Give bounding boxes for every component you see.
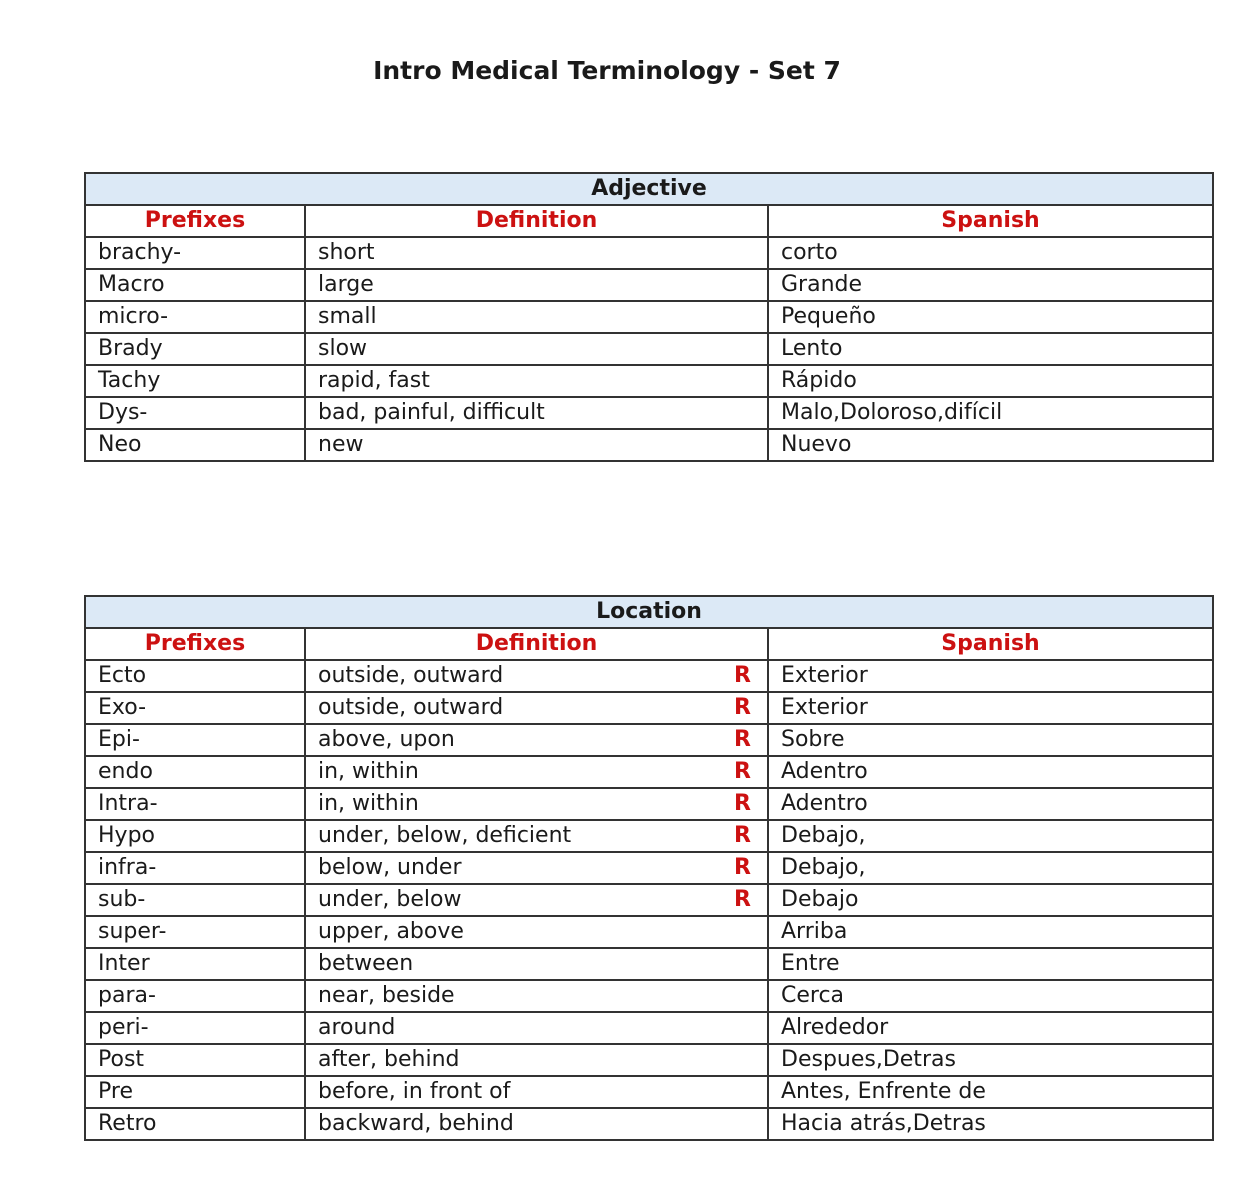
spanish-cell: Exterior xyxy=(768,692,1213,724)
spanish-cell: Pequeño xyxy=(768,301,1213,333)
table-row xyxy=(85,429,1213,461)
spanish-cell: Nuevo xyxy=(768,429,1213,461)
definition-text: in, within xyxy=(318,791,419,816)
definition-text: slow xyxy=(318,336,368,361)
table-body xyxy=(85,237,1213,461)
table-caption: Adjective xyxy=(85,173,1213,205)
prefix-cell: Retro xyxy=(85,1108,305,1140)
root-marker: R xyxy=(734,727,751,752)
table-row xyxy=(85,1108,1213,1140)
table-caption-row xyxy=(85,596,1213,628)
root-marker: R xyxy=(734,823,751,848)
table-row xyxy=(85,724,1213,756)
definition-text: outside, outward xyxy=(318,695,504,720)
column-header-definition: Definition xyxy=(305,628,768,660)
definition-cell xyxy=(305,1012,768,1044)
prefix-cell: para- xyxy=(85,980,305,1012)
definition-cell xyxy=(305,1076,768,1108)
table-row xyxy=(85,980,1213,1012)
definition-text: in, within xyxy=(318,759,419,784)
table-row xyxy=(85,1012,1213,1044)
prefix-cell: Brady xyxy=(85,333,305,365)
prefix-cell: brachy- xyxy=(85,237,305,269)
spanish-cell: Entre xyxy=(768,948,1213,980)
definition-text: upper, above xyxy=(318,919,464,944)
definition-text: outside, outward xyxy=(318,663,504,688)
table-row xyxy=(85,397,1213,429)
definition-text: small xyxy=(318,304,377,329)
definition-cell xyxy=(305,660,768,692)
table-header-row xyxy=(85,205,1213,237)
definition-text: bad, painful, difficult xyxy=(318,400,545,425)
prefix-cell: Tachy xyxy=(85,365,305,397)
definition-cell xyxy=(305,788,768,820)
prefix-cell: Epi- xyxy=(85,724,305,756)
definition-cell xyxy=(305,1044,768,1076)
spanish-cell: Exterior xyxy=(768,660,1213,692)
definition-text: backward, behind xyxy=(318,1111,514,1136)
column-header-definition: Definition xyxy=(305,205,768,237)
table-caption-row xyxy=(85,173,1213,205)
root-marker: R xyxy=(734,695,751,720)
spanish-cell: Sobre xyxy=(768,724,1213,756)
root-marker: R xyxy=(734,759,751,784)
column-header-spanish: Spanish xyxy=(768,205,1213,237)
definition-cell xyxy=(305,852,768,884)
definition-cell xyxy=(305,756,768,788)
definition-cell xyxy=(305,429,768,461)
column-header-prefixes: Prefixes xyxy=(85,205,305,237)
definition-text: after, behind xyxy=(318,1047,460,1072)
definition-text: before, in front of xyxy=(318,1079,511,1104)
prefix-cell: peri- xyxy=(85,1012,305,1044)
definition-text: under, below, deficient xyxy=(318,823,572,848)
location-table xyxy=(84,595,1214,1141)
prefix-cell: Exo- xyxy=(85,692,305,724)
definition-text: short xyxy=(318,240,375,265)
definition-text: new xyxy=(318,432,364,457)
spanish-cell: Rápido xyxy=(768,365,1213,397)
table-row xyxy=(85,692,1213,724)
table-row xyxy=(85,788,1213,820)
spanish-cell: Despues,Detras xyxy=(768,1044,1213,1076)
spanish-cell: Debajo xyxy=(768,884,1213,916)
definition-text: under, below xyxy=(318,887,462,912)
definition-text: rapid, fast xyxy=(318,368,430,393)
adjective-table xyxy=(84,172,1214,462)
table-row xyxy=(85,948,1213,980)
table-row xyxy=(85,301,1213,333)
definition-text: around xyxy=(318,1015,396,1040)
table-caption: Location xyxy=(85,596,1213,628)
spanish-cell: Alrededor xyxy=(768,1012,1213,1044)
prefix-cell: Intra- xyxy=(85,788,305,820)
spanish-cell: Cerca xyxy=(768,980,1213,1012)
column-header-spanish: Spanish xyxy=(768,628,1213,660)
spanish-cell: Antes, Enfrente de xyxy=(768,1076,1213,1108)
prefix-cell: super- xyxy=(85,916,305,948)
table-row xyxy=(85,756,1213,788)
table-row xyxy=(85,660,1213,692)
definition-cell xyxy=(305,692,768,724)
definition-cell xyxy=(305,1108,768,1140)
table-row xyxy=(85,852,1213,884)
definition-cell xyxy=(305,237,768,269)
table-row xyxy=(85,269,1213,301)
prefix-cell: Ecto xyxy=(85,660,305,692)
table-header-row xyxy=(85,628,1213,660)
definition-cell xyxy=(305,916,768,948)
root-marker: R xyxy=(734,855,751,880)
root-marker: R xyxy=(734,887,751,912)
prefix-cell: Inter xyxy=(85,948,305,980)
definition-cell xyxy=(305,365,768,397)
prefix-cell: endo xyxy=(85,756,305,788)
prefix-cell: Post xyxy=(85,1044,305,1076)
definition-text: near, beside xyxy=(318,983,455,1008)
table-body xyxy=(85,660,1213,1140)
prefix-cell: sub- xyxy=(85,884,305,916)
page-title: Intro Medical Terminology - Set 7 xyxy=(373,56,841,85)
definition-cell xyxy=(305,980,768,1012)
prefix-cell: Hypo xyxy=(85,820,305,852)
spanish-cell: Arriba xyxy=(768,916,1213,948)
root-marker: R xyxy=(734,791,751,816)
prefix-cell: Pre xyxy=(85,1076,305,1108)
spanish-cell: Adentro xyxy=(768,756,1213,788)
definition-text: large xyxy=(318,272,374,297)
spanish-cell: Debajo, xyxy=(768,820,1213,852)
table-row xyxy=(85,1076,1213,1108)
table-row xyxy=(85,365,1213,397)
table-row xyxy=(85,237,1213,269)
table-row xyxy=(85,820,1213,852)
spanish-cell: Hacia atrás,Detras xyxy=(768,1108,1213,1140)
table-row xyxy=(85,916,1213,948)
definition-cell xyxy=(305,269,768,301)
definition-text: above, upon xyxy=(318,727,455,752)
column-header-prefixes: Prefixes xyxy=(85,628,305,660)
definition-cell xyxy=(305,948,768,980)
spanish-cell: corto xyxy=(768,237,1213,269)
definition-cell xyxy=(305,884,768,916)
spanish-cell: Lento xyxy=(768,333,1213,365)
definition-cell xyxy=(305,333,768,365)
root-marker: R xyxy=(734,663,751,688)
prefix-cell: Dys- xyxy=(85,397,305,429)
spanish-cell: Adentro xyxy=(768,788,1213,820)
prefix-cell: micro- xyxy=(85,301,305,333)
prefix-cell: Macro xyxy=(85,269,305,301)
definition-cell xyxy=(305,301,768,333)
table-row xyxy=(85,333,1213,365)
spanish-cell: Debajo, xyxy=(768,852,1213,884)
spanish-cell: Grande xyxy=(768,269,1213,301)
definition-text: between xyxy=(318,951,414,976)
prefix-cell: infra- xyxy=(85,852,305,884)
prefix-cell: Neo xyxy=(85,429,305,461)
definition-cell xyxy=(305,820,768,852)
definition-text: below, under xyxy=(318,855,462,880)
definition-cell xyxy=(305,724,768,756)
spanish-cell: Malo,Doloroso,difícil xyxy=(768,397,1213,429)
definition-cell xyxy=(305,397,768,429)
table-row xyxy=(85,1044,1213,1076)
table-row xyxy=(85,884,1213,916)
